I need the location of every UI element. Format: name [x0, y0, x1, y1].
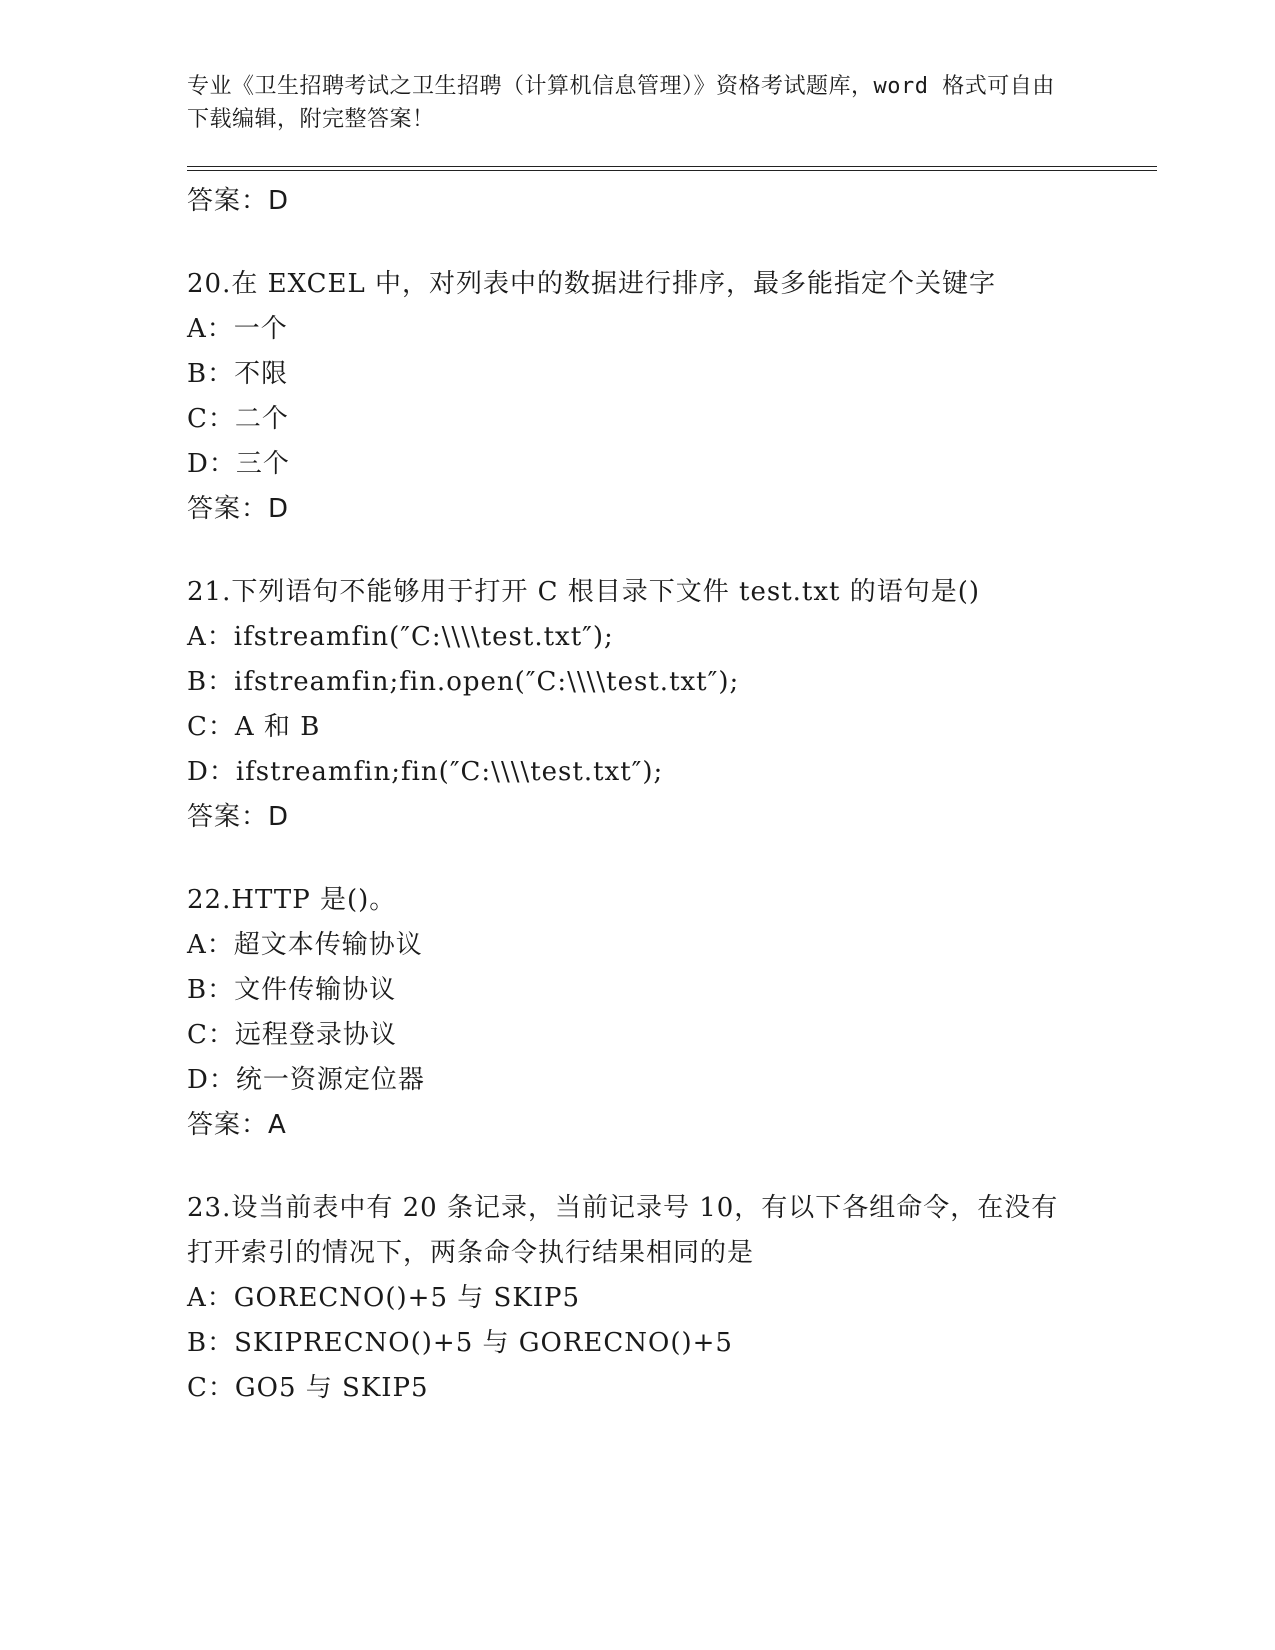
question-21 — [187, 570, 1157, 840]
option-d: D：ifstreamfin;fin(″C:\\\\test.txt″); — [187, 757, 664, 787]
answer-line: 答案：D — [187, 186, 290, 216]
question-stem: 20.在 EXCEL 中，对列表中的数据进行排序，最多能指定个关键字 — [187, 269, 997, 299]
option-a: A：超文本传输协议 — [187, 930, 423, 960]
question-stem: 23.设当前表中有 20 条记录，当前记录号 10，有以下各组命令，在没有打开索引的情况下，两条命令执行结果相同的是 — [187, 1193, 1059, 1268]
option-a: A：ifstreamfin(″C:\\\\test.txt″); — [187, 622, 614, 652]
answer-line: 答案：A — [187, 1110, 287, 1140]
document-page — [187, 70, 1157, 1411]
answer-line: 答案：D — [187, 494, 290, 524]
option-c: C：远程登录协议 — [187, 1020, 397, 1050]
option-d: D：统一资源定位器 — [187, 1065, 425, 1095]
option-b: B：不限 — [187, 359, 289, 389]
option-a: A：GORECNO()+5 与 SKIP5 — [187, 1283, 581, 1313]
answer-line: 答案：D — [187, 802, 290, 832]
option-c: C：GO5 与 SKIP5 — [187, 1373, 429, 1403]
option-a: A：一个 — [187, 314, 288, 344]
question-22 — [187, 878, 1157, 1148]
option-b: B：文件传输协议 — [187, 975, 397, 1005]
option-b: B：ifstreamfin;fin.open(″C:\\\\test.txt″); — [187, 667, 740, 697]
document-header: 专业《卫生招聘考试之卫生招聘（计算机信息管理）》资格考试题库，word 格式可自由下载编辑，附完整答案！ — [187, 74, 1055, 132]
question-20 — [187, 262, 1157, 532]
question-23 — [187, 1186, 1157, 1411]
question-stem: 22.HTTP 是()。 — [187, 885, 397, 915]
question-stem: 21.下列语句不能够用于打开 C 根目录下文件 test.txt 的语句是() — [187, 577, 981, 607]
option-c: C：二个 — [187, 404, 289, 434]
header-double-rule — [187, 166, 1157, 171]
option-c: C：A 和 B — [187, 712, 321, 742]
option-d: D：三个 — [187, 449, 290, 479]
option-b: B：SKIPRECNO()+5 与 GORECNO()+5 — [187, 1328, 733, 1358]
